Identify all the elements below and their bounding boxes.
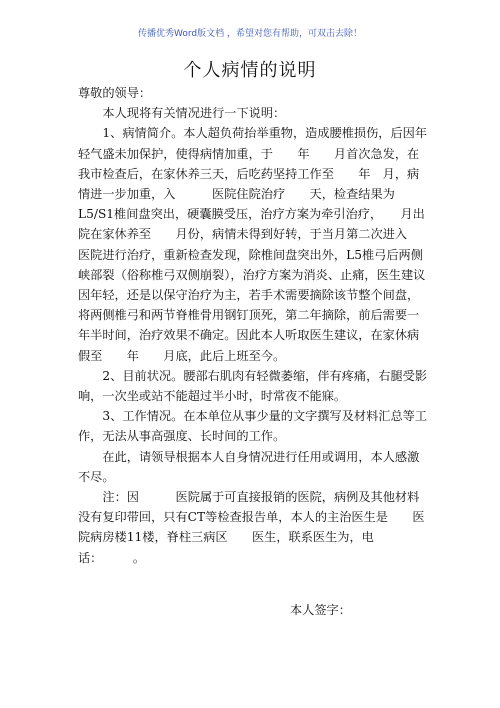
paragraph-intro: 本人现将有关情况进行一下说明： [102, 106, 286, 121]
banner-notice: 传播优秀Word版文档 ，希望对您有帮助，可双击去除！ [138, 29, 362, 39]
salutation: 尊敬的领导： [78, 86, 152, 100]
paragraph-note: 注：因 医院属于可直接报销的医院，病例及其他材料没有复印带回，只有CT等检查报告单，本人的主治医生是 医院病房楼11楼，脊柱三病区 医生，联系医生为，电话： 。 [78, 490, 425, 565]
paragraph-condition-summary: 1、病情简介。本人超负荷抬举重物，造成腰椎损伤，后因年轻气盛未加保护，使得病情加重，于 年 月首次急发，在我市检查后，在家休养三天，后吃药坚持工作至 年 月，病情进一步加重，入 医院住院治疗 天，检查结果为L5/S1椎间盘突出，硬囊膜受压，治疗方案为牵引治疗， 月出院在家休养至 月份，病情未得到好转，于当月第二次进入 医院进行治疗，重新检查发现，除椎间盘突出外，L5椎弓后两侧峡部裂（俗称椎弓双侧崩裂），治疗方案为消炎、止痛，医生建议因年轻，还是以保守治疗为主，若手术需要摘除该节整个间盘，将两侧椎弓和两节脊椎骨用钢钉顶死，第二年摘除，前后需要一年半时间，治疗效果不确定。因此本人听取医生建议，在家休病假至 年 月底，此后上班至今。 [78, 126, 444, 363]
paragraph-work-situation: 3、工作情况。在本单位从事少量的文字撰写及材料汇总等工作，无法从事高强度、长时间的工作。 [78, 409, 428, 444]
document-body [78, 83, 444, 568]
paragraph-request: 在此，请领导根据本人自身情况进行任用或调用，本人感激不尽。 [78, 449, 420, 484]
document-title: 个人病情的说明 [183, 60, 317, 81]
paragraph-current-status: 2、目前状况。腰部右肌肉有轻微萎缩，伴有疼痛，右腿受影响，一次坐或站不能超过半小时，时常夜不能寐。 [78, 368, 428, 404]
signature-line: 本人签字： [290, 603, 351, 617]
